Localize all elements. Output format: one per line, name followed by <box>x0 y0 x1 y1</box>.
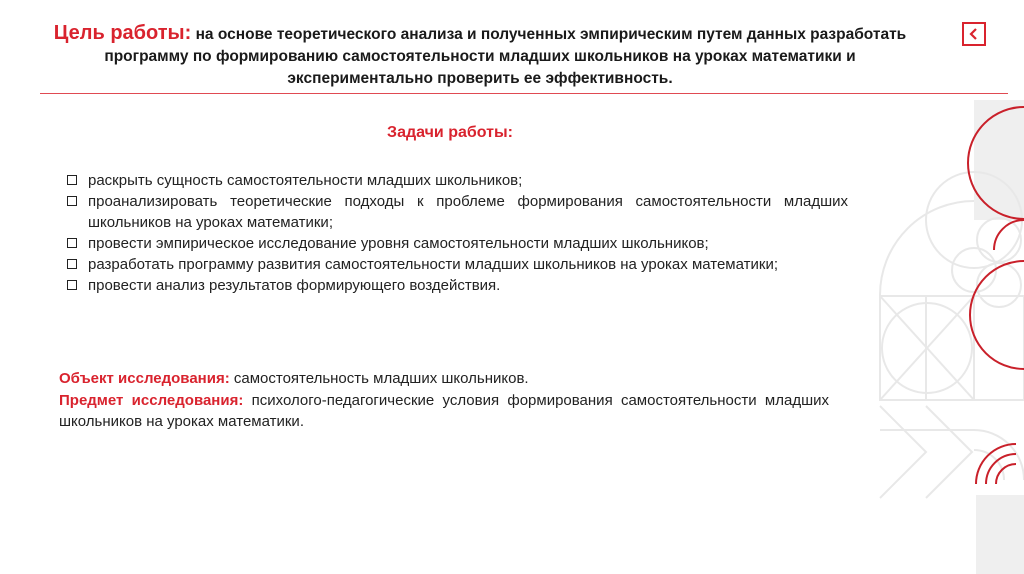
subject-label: Предмет исследования: <box>59 392 244 409</box>
checkbox-bullet-icon <box>67 280 77 290</box>
goal-statement <box>40 22 920 90</box>
list-item: провести эмпирическое исследование уровня самостоятельности младших школьников; <box>66 233 848 254</box>
list-item: разработать программу развития самостоятельности младших школьников на уроках математики; <box>66 254 848 275</box>
tasks-title: Задачи работы: <box>387 124 513 141</box>
list-item: проанализировать теоретические подходы к проблеме формирования самостоятельности младших школьников на уроках математики; <box>66 191 848 233</box>
object-label: Объект исследования: <box>59 370 230 387</box>
back-arrow-icon <box>967 27 981 41</box>
checkbox-bullet-icon <box>67 259 77 269</box>
list-item: провести анализ результатов формирующего воздействия. <box>66 275 848 296</box>
checkbox-bullet-icon <box>67 175 77 185</box>
checkbox-bullet-icon <box>67 238 77 248</box>
checkbox-bullet-icon <box>67 196 77 206</box>
list-item: раскрыть сущность самостоятельности младших школьников; <box>66 170 848 191</box>
object-text: самостоятельность младших школьников. <box>229 370 529 387</box>
decorative-geometric-pattern <box>876 100 1024 574</box>
goal-label: Цель работы: <box>53 22 192 44</box>
header-divider <box>40 93 1008 94</box>
back-button[interactable] <box>962 22 986 46</box>
tasks-list <box>66 170 848 296</box>
research-object <box>59 368 829 389</box>
goal-text: на основе теоретического анализа и полученных эмпирическим путем данных разработать программу по формированию самостоятельности младших школьников на уроках математики и экспериментально проверить ее эффективность. <box>104 26 907 87</box>
research-subject <box>59 390 829 432</box>
subject-text: психолого-педагогические условия формирования самостоятельности младших школьников на уроках математики. <box>59 392 829 430</box>
